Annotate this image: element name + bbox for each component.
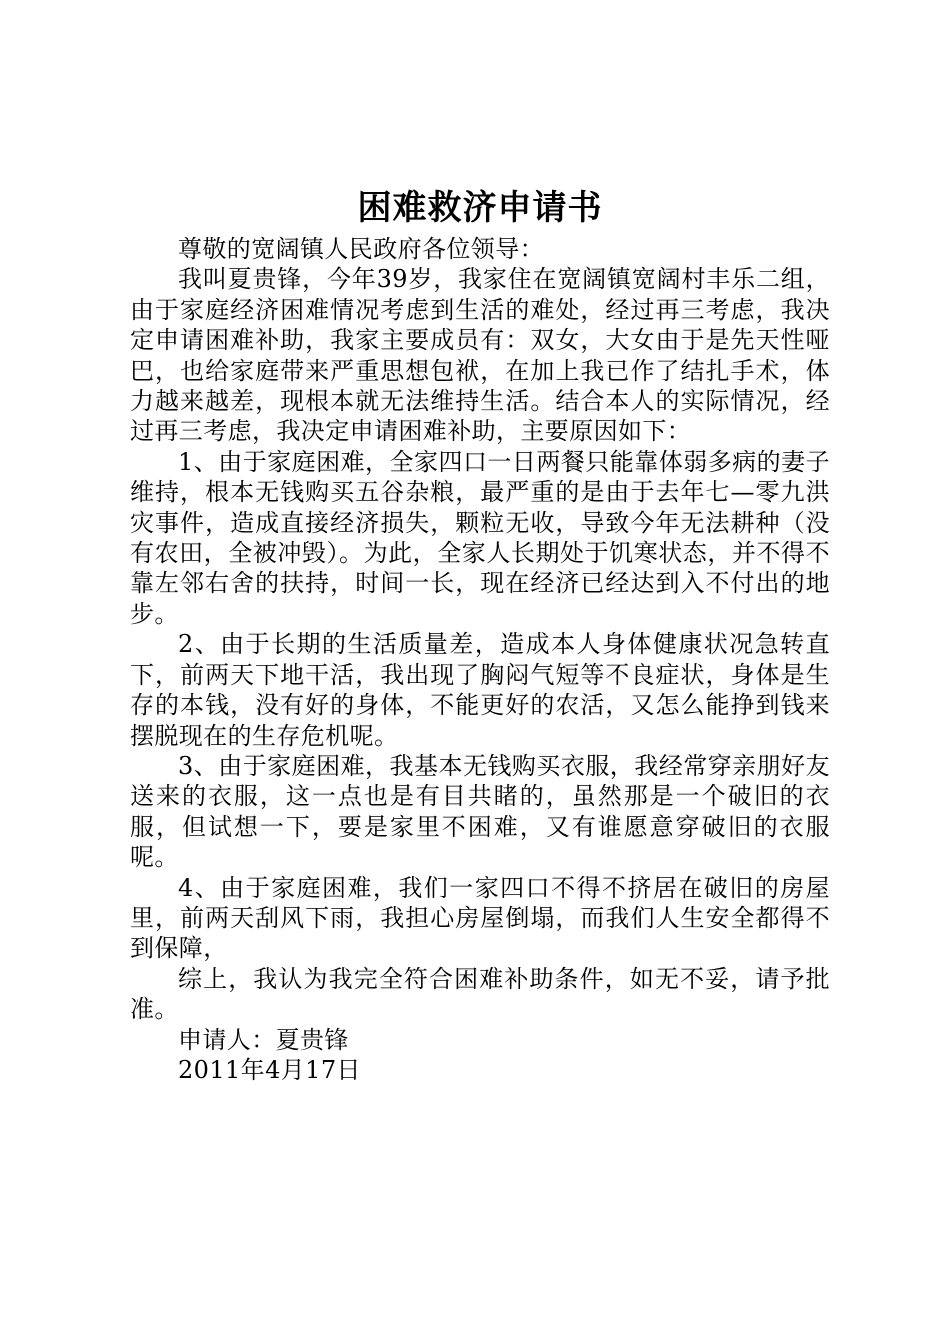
paragraph-reason-3: 3、由于家庭困难，我基本无钱购买衣服，我经常穿亲朋好友送来的衣服，这一点也是有目共睹的，虽然那是一个破旧的衣服，但试想一下，要是家里不困难，又有谁愿意穿破旧的衣服呢。: [130, 751, 830, 872]
applicant-signature: 申请人：夏贵锋: [178, 1025, 349, 1054]
paragraph-reason-4: 4、由于家庭困难，我们一家四口不得不挤居在破旧的房屋里，前两天刮风下雨，我担心房屋倒塌，而我们人生安全都得不到保障，: [130, 873, 830, 963]
application-date: 2011年4月17日: [178, 1055, 361, 1084]
document-page: [130, 186, 830, 1085]
paragraph-reason-2: 2、由于长期的生活质量差，造成本人身体健康状况急转直下，前两天下地干活，我出现了胸闷气短等不良症状，身体是生存的本钱，没有好的身体，不能更好的农活，又怎么能挣到钱来摆脱现在的生存危机呢。: [130, 630, 830, 750]
paragraph-intro: 我叫夏贵锋，今年39岁，我家住在宽阔镇宽阔村丰乐二组，由于家庭经济困难情况考虑到生活的难处，经过再三考虑，我决定申请困难补助，我家主要成员有：双女，大女由于是先天性哑巴，也给家庭带来严重思想包袱，在加上我已作了结扎手术，体力越来越差，现根本就无法维持生活。结合本人的实际情况，经过再三考虑，我决定申请困难补助，主要原因如下：: [130, 265, 830, 446]
paragraph-conclusion: 综上，我认为我完全符合困难补助条件，如无不妥，请予批准。: [130, 964, 830, 1024]
document-body: [130, 234, 830, 1085]
paragraph-reason-1: 1、由于家庭困难，全家四口一日两餐只能靠体弱多病的妻子维持，根本无钱购买五谷杂粮，最严重的是由于去年七—零九洪灾事件，造成直接经济损失，颗粒无收，导致今年无法耕种（没有农田，全被冲毁）。为此，全家人长期处于饥寒状态，并不得不靠左邻右舍的扶持，时间一长，现在经济已经达到入不付出的地步。: [130, 447, 830, 628]
salutation: 尊敬的宽阔镇人民政府各位领导：: [178, 235, 544, 263]
document-title: 困难救济申请书: [357, 188, 603, 228]
